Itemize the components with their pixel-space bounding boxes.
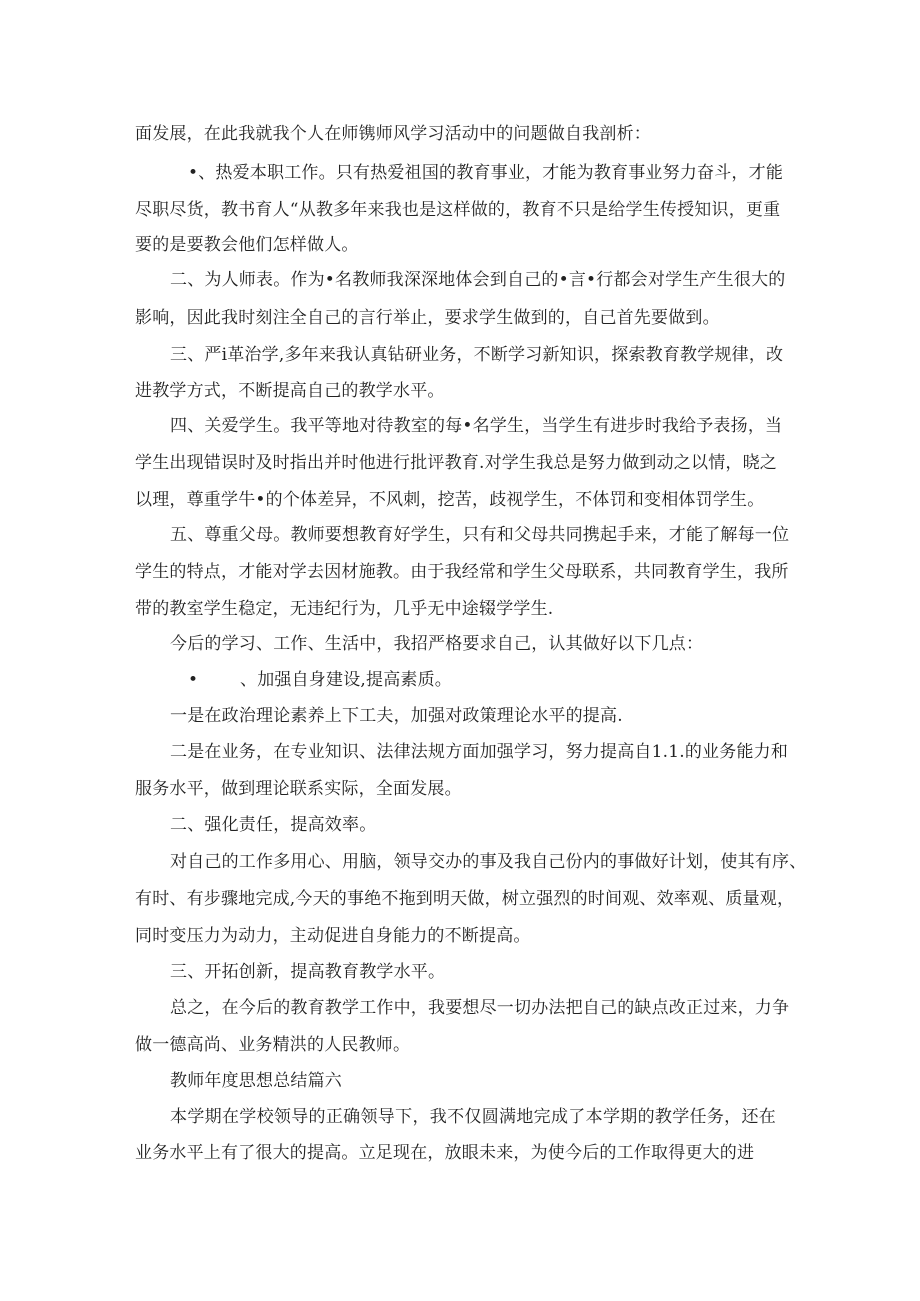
text-line: 五、尊重父母。教师要想教育好学生，只有和父母共同携起手来，才能了解每一位 <box>170 525 790 545</box>
text-line: 总之，在今后的教育教学工作中，我要想尽一切办法把自己的缺点改正过来，力争 <box>170 998 790 1018</box>
text-line: 本学期在学校领导的正确领导下，我不仅圆满地完成了本学期的教学任务，还在 <box>170 1107 776 1127</box>
text-line: 对自己的工作多用心、用脑，领导交办的事及我自己份内的事做好计划，使其有序、 <box>170 852 807 872</box>
text-line: 做一德高尚、业务精洪的人民教师。 <box>135 1035 411 1055</box>
text-line: 三、严i革治学,多年来我认真钻研业务，不断学习新知识，探索教育教学规律，改 <box>170 345 784 365</box>
text-line: 三、开拓创新，提高教育教学水平。 <box>170 962 446 982</box>
text-line: 影响，因此我时刻注全自己的言行举止，要求学生做到的，自己首先要做到。 <box>135 308 720 328</box>
text-line: 服务水平，做到理论联系实际，全面发展。 <box>135 779 462 799</box>
text-line: 四、关爱学生。我平等地对待教室的每•名学生，当学生有进步时我给予表扬，当 <box>170 416 783 436</box>
section-heading: 教师年度思想总结篇六 <box>170 1071 342 1091</box>
text-line: 二、强化责任，提高效率。 <box>170 815 377 835</box>
bullet-mark: • <box>188 670 199 690</box>
text-line: 同时变压力为动力，主动促进自身能力的不断提高。 <box>135 926 531 946</box>
text-line: 要的是要教会他们怎样做人。 <box>135 235 359 255</box>
text-line: 业务水平上有了很大的提高。立足现在，放眼未来，为使今后的工作取得更大的进 <box>135 1143 755 1163</box>
text-line: 进教学方式，不断提高自己的教学水平。 <box>135 381 445 401</box>
text-line: 一是在政治理论素养上下工夫，加强对政策理论水平的提高. <box>170 706 623 726</box>
text-line: 学生的特点，才能对学去因材施教。由于我经常和学生父母联系，共同教育学生，我所 <box>135 562 789 582</box>
text-line: 以理，尊重学牛•的个体差异，不风刺，挖苦，歧视学生，不体罚和变相体罚学生。 <box>135 490 765 510</box>
text-line: 学生出现错误时及时指出并时他进行批评教育.对学生我总是努力做到动之以情，晓之 <box>135 453 778 473</box>
text-line: 二是在业务，在专业知识、法律法规方面加强学习，努力提高自1.1.的业务能力和 <box>170 742 789 762</box>
text-line: 、加强自身建设,提高素质。 <box>240 670 453 690</box>
text-line: •、热爱本职工作。只有热爱祖国的教育事业，才能为教育事业努力奋斗，才能 <box>188 163 784 183</box>
text-line: 二、为人师表。作为•名教师我深深地体会到自己的•言•行都会对学生产生很大的 <box>170 270 786 290</box>
text-line: 面发展，在此我就我个人在师镌师风学习活动中的问题做自我剖析： <box>135 124 651 144</box>
text-line: 带的教室学生稳定，无违纪行为，几乎无中途辍学学生. <box>135 599 554 619</box>
text-line: 尽职尽货，教书育人“从教多年来我也是这样做的，教育不只是给学生传授知识，更重 <box>135 200 781 220</box>
text-line: 今后的学习、工作、生活中，我招严格要求自己，认其做好以下几点： <box>170 634 704 654</box>
text-line: 有时、有步骤地完成,今天的事绝不拖到明天做，树立强烈的时间观、效率观、质量观， <box>135 889 795 909</box>
